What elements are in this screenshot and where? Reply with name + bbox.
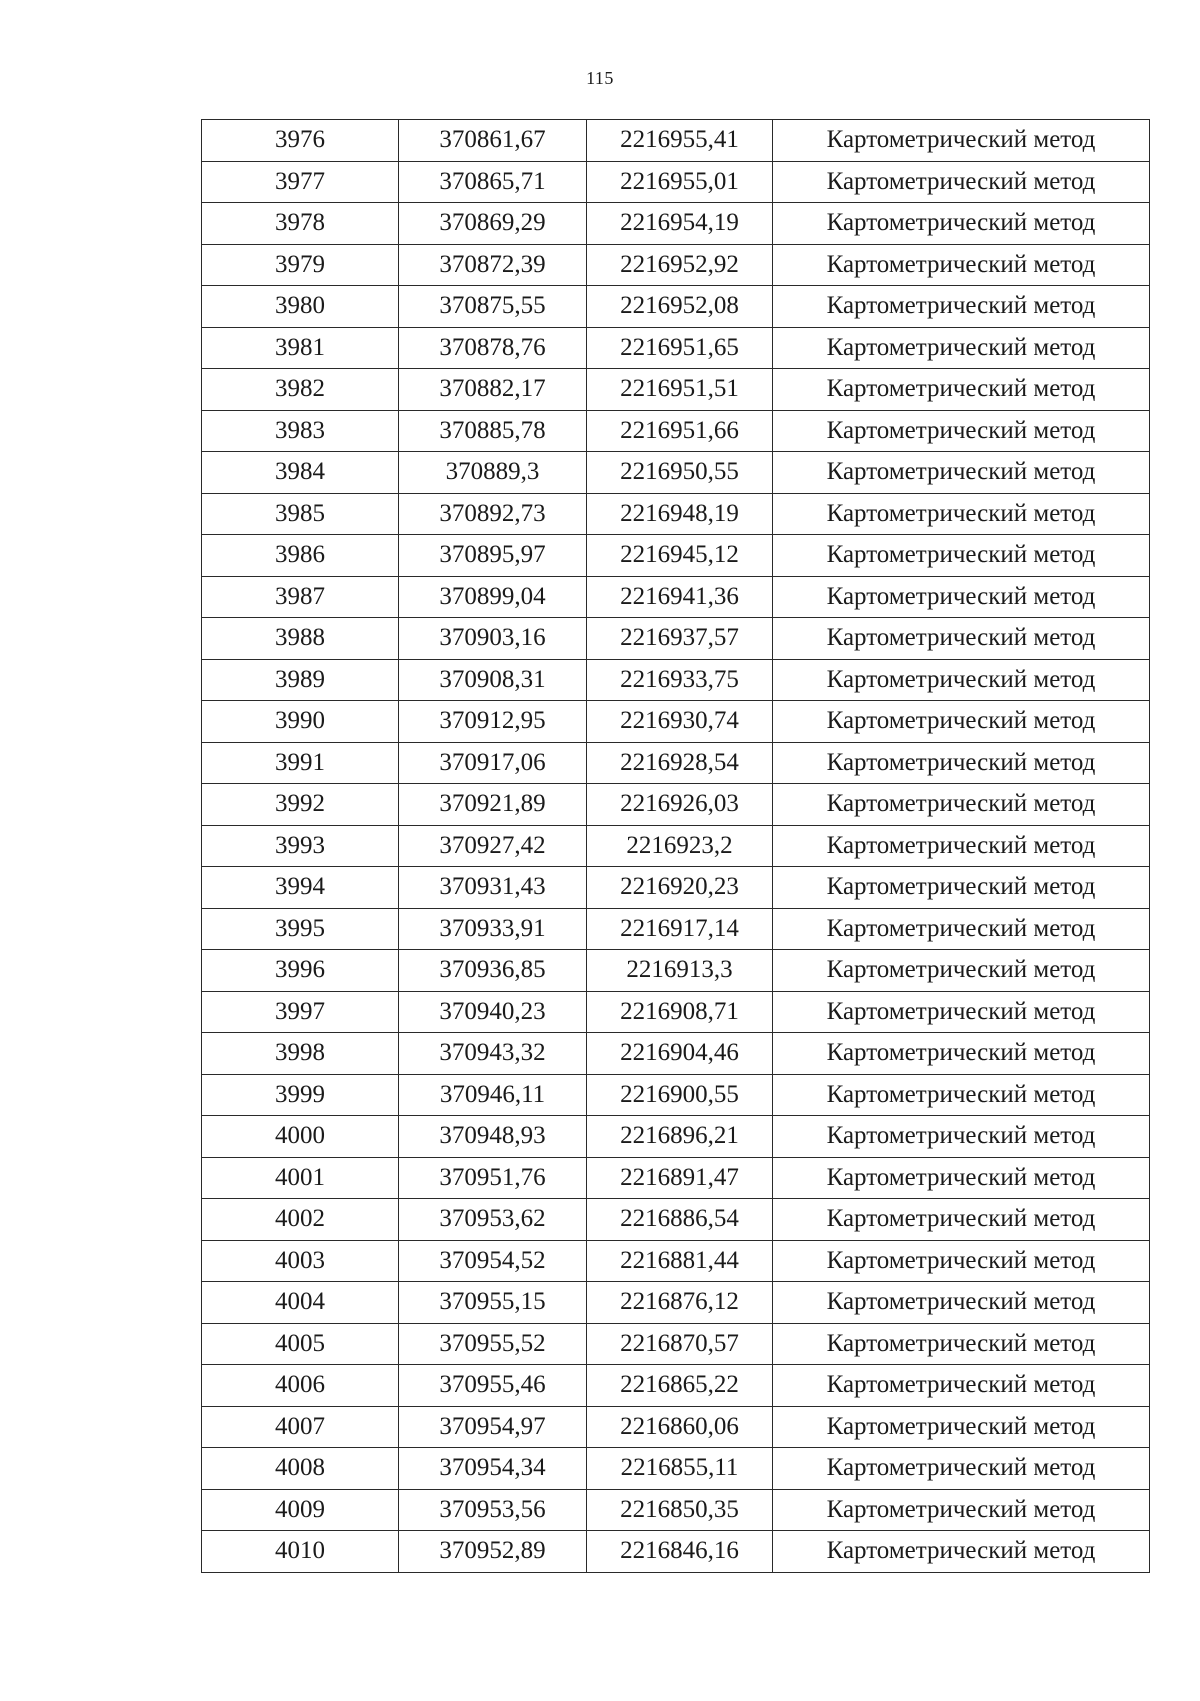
point-number-cell: 3988: [202, 618, 399, 660]
point-number-cell: 3998: [202, 1033, 399, 1075]
x-coordinate-cell: 370865,71: [399, 161, 587, 203]
method-cell: Картометрический метод: [773, 1323, 1150, 1365]
y-coordinate-cell: 2216941,36: [587, 576, 773, 618]
method-cell: Картометрический метод: [773, 659, 1150, 701]
method-cell: Картометрический метод: [773, 327, 1150, 369]
point-number-cell: 4002: [202, 1199, 399, 1241]
point-number-cell: 3996: [202, 950, 399, 992]
y-coordinate-cell: 2216896,21: [587, 1116, 773, 1158]
method-cell: Картометрический метод: [773, 1448, 1150, 1490]
method-cell: Картометрический метод: [773, 1240, 1150, 1282]
point-number-cell: 3984: [202, 452, 399, 494]
point-number-cell: 3980: [202, 286, 399, 328]
method-cell: Картометрический метод: [773, 161, 1150, 203]
x-coordinate-cell: 370951,76: [399, 1157, 587, 1199]
table-row: [202, 369, 1150, 411]
y-coordinate-cell: 2216955,41: [587, 120, 773, 162]
x-coordinate-cell: 370948,93: [399, 1116, 587, 1158]
point-number-cell: 3985: [202, 493, 399, 535]
table-row: [202, 576, 1150, 618]
y-coordinate-cell: 2216886,54: [587, 1199, 773, 1241]
x-coordinate-cell: 370872,39: [399, 244, 587, 286]
method-cell: Картометрический метод: [773, 1157, 1150, 1199]
table-row: [202, 1489, 1150, 1531]
point-number-cell: 3987: [202, 576, 399, 618]
table-row: [202, 493, 1150, 535]
point-number-cell: 3999: [202, 1074, 399, 1116]
point-number-cell: 3978: [202, 203, 399, 245]
y-coordinate-cell: 2216917,14: [587, 908, 773, 950]
point-number-cell: 4010: [202, 1531, 399, 1573]
y-coordinate-cell: 2216930,74: [587, 701, 773, 743]
point-number-cell: 4000: [202, 1116, 399, 1158]
y-coordinate-cell: 2216926,03: [587, 784, 773, 826]
x-coordinate-cell: 370940,23: [399, 991, 587, 1033]
table-row: [202, 286, 1150, 328]
point-number-cell: 3986: [202, 535, 399, 577]
point-number-cell: 3992: [202, 784, 399, 826]
x-coordinate-cell: 370921,89: [399, 784, 587, 826]
method-cell: Картометрический метод: [773, 701, 1150, 743]
table-row: [202, 120, 1150, 162]
x-coordinate-cell: 370946,11: [399, 1074, 587, 1116]
table-row: [202, 1033, 1150, 1075]
y-coordinate-cell: 2216948,19: [587, 493, 773, 535]
table-row: [202, 742, 1150, 784]
table-row: [202, 535, 1150, 577]
coordinates-table-body: [202, 120, 1150, 1573]
table-row: [202, 1365, 1150, 1407]
x-coordinate-cell: 370955,15: [399, 1282, 587, 1324]
x-coordinate-cell: 370954,97: [399, 1406, 587, 1448]
x-coordinate-cell: 370931,43: [399, 867, 587, 909]
y-coordinate-cell: 2216908,71: [587, 991, 773, 1033]
method-cell: Картометрический метод: [773, 1033, 1150, 1075]
point-number-cell: 4009: [202, 1489, 399, 1531]
table-row: [202, 950, 1150, 992]
x-coordinate-cell: 370882,17: [399, 369, 587, 411]
y-coordinate-cell: 2216881,44: [587, 1240, 773, 1282]
method-cell: Картометрический метод: [773, 535, 1150, 577]
y-coordinate-cell: 2216870,57: [587, 1323, 773, 1365]
y-coordinate-cell: 2216855,11: [587, 1448, 773, 1490]
y-coordinate-cell: 2216865,22: [587, 1365, 773, 1407]
table-row: [202, 659, 1150, 701]
x-coordinate-cell: 370933,91: [399, 908, 587, 950]
y-coordinate-cell: 2216951,65: [587, 327, 773, 369]
method-cell: Картометрический метод: [773, 1282, 1150, 1324]
table-row: [202, 908, 1150, 950]
y-coordinate-cell: 2216951,51: [587, 369, 773, 411]
y-coordinate-cell: 2216846,16: [587, 1531, 773, 1573]
method-cell: Картометрический метод: [773, 369, 1150, 411]
method-cell: Картометрический метод: [773, 286, 1150, 328]
method-cell: Картометрический метод: [773, 410, 1150, 452]
x-coordinate-cell: 370927,42: [399, 825, 587, 867]
point-number-cell: 3997: [202, 991, 399, 1033]
method-cell: Картометрический метод: [773, 618, 1150, 660]
y-coordinate-cell: 2216950,55: [587, 452, 773, 494]
point-number-cell: 3979: [202, 244, 399, 286]
coordinates-table: [201, 119, 1150, 1573]
x-coordinate-cell: 370955,52: [399, 1323, 587, 1365]
table-row: [202, 1531, 1150, 1573]
x-coordinate-cell: 370954,34: [399, 1448, 587, 1490]
method-cell: Картометрический метод: [773, 825, 1150, 867]
y-coordinate-cell: 2216876,12: [587, 1282, 773, 1324]
point-number-cell: 3983: [202, 410, 399, 452]
method-cell: Картометрический метод: [773, 452, 1150, 494]
method-cell: Картометрический метод: [773, 908, 1150, 950]
x-coordinate-cell: 370889,3: [399, 452, 587, 494]
x-coordinate-cell: 370908,31: [399, 659, 587, 701]
table-row: [202, 1157, 1150, 1199]
y-coordinate-cell: 2216900,55: [587, 1074, 773, 1116]
method-cell: Картометрический метод: [773, 1406, 1150, 1448]
table-row: [202, 825, 1150, 867]
method-cell: Картометрический метод: [773, 120, 1150, 162]
point-number-cell: 4008: [202, 1448, 399, 1490]
y-coordinate-cell: 2216923,2: [587, 825, 773, 867]
y-coordinate-cell: 2216937,57: [587, 618, 773, 660]
x-coordinate-cell: 370875,55: [399, 286, 587, 328]
table-row: [202, 1448, 1150, 1490]
point-number-cell: 3990: [202, 701, 399, 743]
x-coordinate-cell: 370943,32: [399, 1033, 587, 1075]
table-row: [202, 1116, 1150, 1158]
method-cell: Картометрический метод: [773, 244, 1150, 286]
point-number-cell: 3994: [202, 867, 399, 909]
method-cell: Картометрический метод: [773, 203, 1150, 245]
y-coordinate-cell: 2216955,01: [587, 161, 773, 203]
point-number-cell: 4005: [202, 1323, 399, 1365]
method-cell: Картометрический метод: [773, 576, 1150, 618]
method-cell: Картометрический метод: [773, 784, 1150, 826]
method-cell: Картометрический метод: [773, 1489, 1150, 1531]
method-cell: Картометрический метод: [773, 1116, 1150, 1158]
page-number: 115: [586, 68, 614, 88]
method-cell: Картометрический метод: [773, 950, 1150, 992]
point-number-cell: 4007: [202, 1406, 399, 1448]
point-number-cell: 4006: [202, 1365, 399, 1407]
table-row: [202, 327, 1150, 369]
y-coordinate-cell: 2216952,08: [587, 286, 773, 328]
y-coordinate-cell: 2216954,19: [587, 203, 773, 245]
point-number-cell: 3981: [202, 327, 399, 369]
method-cell: Картометрический метод: [773, 991, 1150, 1033]
table-row: [202, 1406, 1150, 1448]
table-row: [202, 1199, 1150, 1241]
method-cell: Картометрический метод: [773, 1531, 1150, 1573]
point-number-cell: 3991: [202, 742, 399, 784]
table-row: [202, 784, 1150, 826]
y-coordinate-cell: 2216891,47: [587, 1157, 773, 1199]
x-coordinate-cell: 370917,06: [399, 742, 587, 784]
y-coordinate-cell: 2216951,66: [587, 410, 773, 452]
y-coordinate-cell: 2216904,46: [587, 1033, 773, 1075]
y-coordinate-cell: 2216920,23: [587, 867, 773, 909]
y-coordinate-cell: 2216933,75: [587, 659, 773, 701]
point-number-cell: 3982: [202, 369, 399, 411]
y-coordinate-cell: 2216928,54: [587, 742, 773, 784]
point-number-cell: 4001: [202, 1157, 399, 1199]
x-coordinate-cell: 370892,73: [399, 493, 587, 535]
x-coordinate-cell: 370953,62: [399, 1199, 587, 1241]
table-row: [202, 867, 1150, 909]
table-row: [202, 452, 1150, 494]
point-number-cell: 3977: [202, 161, 399, 203]
table-row: [202, 161, 1150, 203]
x-coordinate-cell: 370899,04: [399, 576, 587, 618]
table-row: [202, 618, 1150, 660]
table-row: [202, 1074, 1150, 1116]
x-coordinate-cell: 370952,89: [399, 1531, 587, 1573]
x-coordinate-cell: 370885,78: [399, 410, 587, 452]
x-coordinate-cell: 370912,95: [399, 701, 587, 743]
table-row: [202, 1240, 1150, 1282]
x-coordinate-cell: 370895,97: [399, 535, 587, 577]
point-number-cell: 4004: [202, 1282, 399, 1324]
table-row: [202, 1323, 1150, 1365]
table-row: [202, 1282, 1150, 1324]
table-row: [202, 203, 1150, 245]
table-row: [202, 410, 1150, 452]
method-cell: Картометрический метод: [773, 867, 1150, 909]
y-coordinate-cell: 2216913,3: [587, 950, 773, 992]
x-coordinate-cell: 370861,67: [399, 120, 587, 162]
y-coordinate-cell: 2216860,06: [587, 1406, 773, 1448]
x-coordinate-cell: 370878,76: [399, 327, 587, 369]
method-cell: Картометрический метод: [773, 1365, 1150, 1407]
x-coordinate-cell: 370953,56: [399, 1489, 587, 1531]
table-row: [202, 244, 1150, 286]
point-number-cell: 4003: [202, 1240, 399, 1282]
x-coordinate-cell: 370955,46: [399, 1365, 587, 1407]
method-cell: Картометрический метод: [773, 742, 1150, 784]
method-cell: Картометрический метод: [773, 493, 1150, 535]
x-coordinate-cell: 370936,85: [399, 950, 587, 992]
point-number-cell: 3976: [202, 120, 399, 162]
table-row: [202, 991, 1150, 1033]
point-number-cell: 3989: [202, 659, 399, 701]
table-row: [202, 701, 1150, 743]
method-cell: Картометрический метод: [773, 1199, 1150, 1241]
y-coordinate-cell: 2216945,12: [587, 535, 773, 577]
point-number-cell: 3993: [202, 825, 399, 867]
y-coordinate-cell: 2216952,92: [587, 244, 773, 286]
y-coordinate-cell: 2216850,35: [587, 1489, 773, 1531]
point-number-cell: 3995: [202, 908, 399, 950]
x-coordinate-cell: 370869,29: [399, 203, 587, 245]
x-coordinate-cell: 370954,52: [399, 1240, 587, 1282]
method-cell: Картометрический метод: [773, 1074, 1150, 1116]
x-coordinate-cell: 370903,16: [399, 618, 587, 660]
